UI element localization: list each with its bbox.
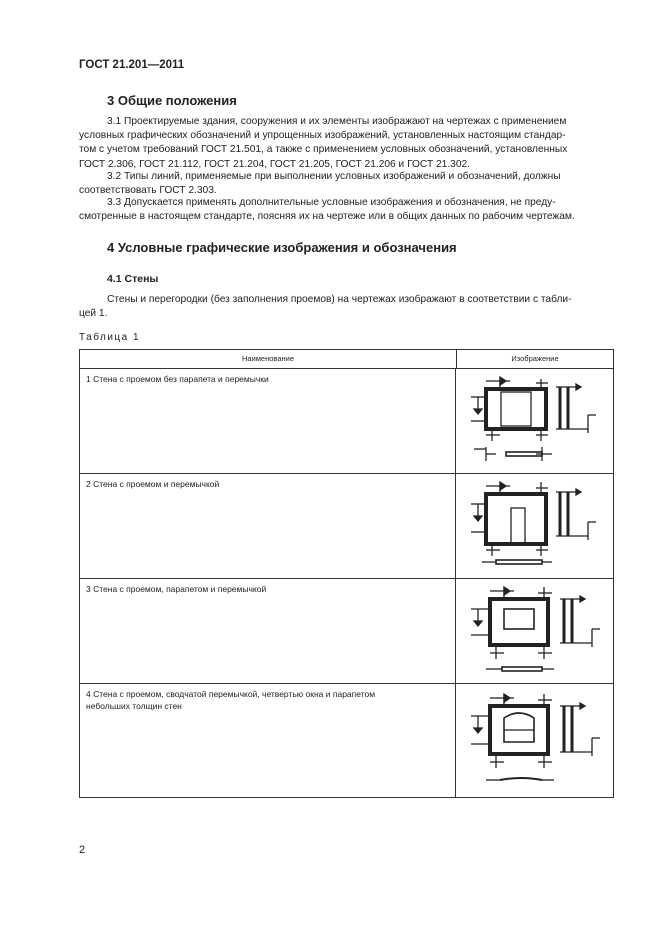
row-name-cell: 4 Стена с проемом, сводчатой перемычкой, четвертью окна и парапетом небольших толщин стен [80,684,456,797]
table-header [80,350,613,369]
page-number: 2 [79,844,86,856]
section-3-title: 3 Общие положения [107,93,237,108]
row-name-cell: 2 Стена с проемом и перемычкой [80,474,456,578]
column-header-image: Изображение [511,354,559,363]
section-4-title: 4 Условные графические изображения и обозначения [107,240,457,255]
walls-table [79,349,614,798]
row-name-cell: 1 Стена с проемом без парапета и перемычки [80,369,456,473]
wall-opening-lintel-icon [456,474,614,579]
wall-opening-arched-icon [456,684,614,797]
table-row [80,684,613,797]
table-row [80,579,613,684]
table-caption: Таблица 1 [79,332,141,343]
subsection-4-1-title: 4.1 Стены [107,273,159,285]
paragraph-3-1: 3.1 Проектируемые здания, сооружения и их элементы изображают на чертежах с применением условных графических обозначений и упрощенных изображений, установленных настоящим стандар- том с учетом требований ГОСТ 21.501, а также с применением условных обозначений, установленных ГОСТ 2.306, ГОСТ 21.112, ГОСТ 21.204, ГОСТ 21.205, ГОСТ 21.206 и ГОСТ 21.302. [79,116,568,170]
column-header-name: Наименование [80,350,457,368]
row-image-cell [456,684,613,797]
paragraph-4-1: Стены и перегородки (без заполнения проемов) на чертежах изображают в соответствии с табли- цей 1. [79,294,572,320]
wall-opening-no-parapet-icon [456,369,614,474]
row-image-cell [456,579,613,683]
table-row [80,474,613,579]
paragraph-3-3: 3.3 Допускается применять дополнительные условные изображения и обозначения, не преду- смотренные в настоящем стандарте, поясняя их на чертеже или в общих данных по рабочим чертежам. [79,197,575,223]
row-name-cell: 3 Стена с проемом, парапетом и перемычкой [80,579,456,683]
paragraph-3-2: 3.2 Типы линий, применяемые при выполнении условных изображений и обозначений, должны соответствовать ГОСТ 2.303. [79,171,561,197]
document-header: ГОСТ 21.201—2011 [79,59,185,71]
row-image-cell [456,474,613,578]
row-image-cell [456,369,613,473]
table-row [80,369,613,474]
wall-opening-parapet-lintel-icon [456,579,614,684]
